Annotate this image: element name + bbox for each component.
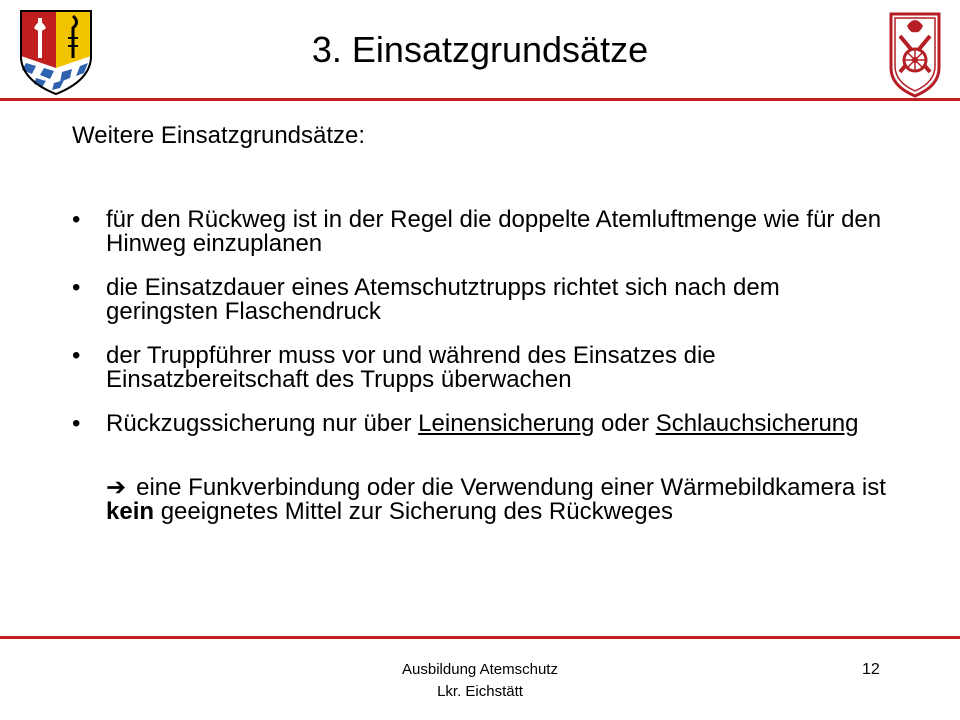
bullet-text: für den Rückweg ist in der Regel die doppelte Atemluftmenge wie für den Hinweg einzuplanen bbox=[106, 206, 882, 257]
note-paragraph bbox=[106, 476, 886, 524]
intro-heading: Weitere Einsatzgrundsätze: bbox=[72, 122, 366, 149]
footer-divider bbox=[0, 636, 960, 639]
footer-line-2: Lkr. Eichstätt bbox=[437, 683, 523, 700]
fire-brigade-emblem-icon bbox=[885, 8, 945, 98]
bullet-text-start: Rückzugssicherung nur über bbox=[106, 410, 419, 437]
bullet-text: der Truppführer muss vor und während des Einsatzes die Einsatzbereitschaft des Trupps überwachen bbox=[106, 342, 716, 393]
arrow-right-icon: ➔ bbox=[106, 474, 127, 501]
page-title: 3. Einsatzgrundsätze bbox=[311, 29, 649, 70]
bullet-text bbox=[106, 410, 858, 437]
underlined-term-schlauchsicherung: Schlauchsicherung bbox=[655, 410, 859, 437]
list-item bbox=[72, 276, 892, 324]
underlined-term-leinensicherung: Leinensicherung bbox=[418, 410, 595, 437]
footer-line-1: Ausbildung Atemschutz bbox=[402, 661, 558, 678]
bullet-icon: • bbox=[72, 206, 81, 233]
header-divider bbox=[0, 98, 960, 101]
bullet-text-middle: oder bbox=[594, 410, 656, 437]
note-text-end: geeignetes Mittel zur Sicherung des Rückweges bbox=[154, 498, 673, 525]
bullet-text: die Einsatzdauer eines Atemschutztrupps richtet sich nach dem geringsten Flaschendruck bbox=[106, 274, 780, 325]
list-item bbox=[72, 208, 892, 256]
bullet-icon: • bbox=[72, 342, 81, 369]
bullet-list bbox=[72, 208, 892, 456]
list-item bbox=[72, 412, 892, 436]
page-number: 12 bbox=[862, 661, 880, 678]
list-item bbox=[72, 344, 892, 392]
bullet-icon: • bbox=[72, 410, 81, 437]
note-text-start: eine Funkverbindung oder die Verwendung einer Wärmebildkamera ist bbox=[136, 474, 886, 501]
bullet-icon: • bbox=[72, 274, 81, 301]
footer bbox=[330, 659, 630, 703]
note-bold-word: kein bbox=[106, 498, 155, 525]
